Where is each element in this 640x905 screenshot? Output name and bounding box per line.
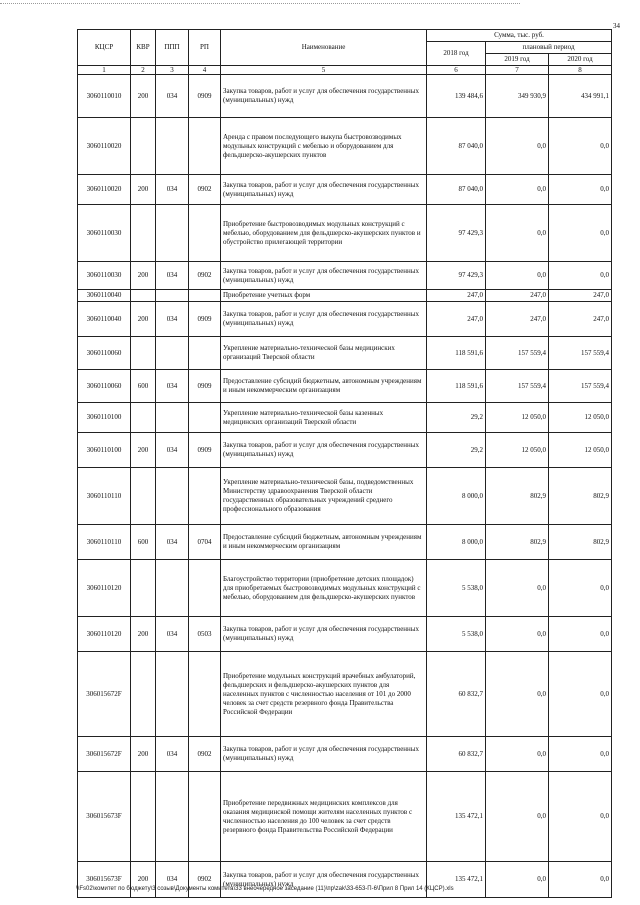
amount-2019-cell: 802,9 bbox=[486, 468, 549, 525]
column-index: 1 bbox=[78, 66, 131, 75]
rp-cell bbox=[189, 403, 221, 433]
budget-table bbox=[77, 29, 612, 898]
amount-2018-cell: 118 591,6 bbox=[427, 370, 486, 403]
kvr-cell bbox=[131, 403, 156, 433]
table-row bbox=[78, 370, 612, 403]
rp-cell bbox=[189, 560, 221, 617]
amount-2019-cell: 247,0 bbox=[486, 290, 549, 302]
ppp-cell: 034 bbox=[156, 737, 189, 772]
ppp-cell bbox=[156, 652, 189, 737]
table-row bbox=[78, 262, 612, 290]
header-planned-period: плановый период bbox=[486, 42, 612, 54]
kcsr-cell: 3060110060 bbox=[78, 370, 131, 403]
column-index-row bbox=[78, 66, 612, 75]
amount-2019-cell: 802,9 bbox=[486, 525, 549, 560]
kcsr-cell: 306015672F bbox=[78, 652, 131, 737]
amount-2018-cell: 5 538,0 bbox=[427, 560, 486, 617]
amount-2018-cell: 135 472,1 bbox=[427, 772, 486, 862]
rp-cell: 0909 bbox=[189, 433, 221, 468]
ppp-cell: 034 bbox=[156, 617, 189, 652]
amount-2018-cell: 29,2 bbox=[427, 403, 486, 433]
header-rp: РП bbox=[189, 30, 221, 66]
header-year-2020: 2020 год bbox=[549, 54, 612, 66]
table-row bbox=[78, 617, 612, 652]
amount-2019-cell: 0,0 bbox=[486, 262, 549, 290]
rp-cell bbox=[189, 205, 221, 262]
table-row bbox=[78, 403, 612, 433]
amount-2019-cell: 247,0 bbox=[486, 302, 549, 337]
kcsr-cell: 3060110100 bbox=[78, 403, 131, 433]
kvr-cell: 600 bbox=[131, 370, 156, 403]
table-row bbox=[78, 205, 612, 262]
amount-2020-cell: 0,0 bbox=[549, 617, 612, 652]
amount-2018-cell: 8 000,0 bbox=[427, 468, 486, 525]
amount-2019-cell: 12 050,0 bbox=[486, 433, 549, 468]
amount-2019-cell: 0,0 bbox=[486, 205, 549, 262]
name-cell: Закупка товаров, работ и услуг для обеспечения государственных (муниципальных) нужд bbox=[221, 433, 427, 468]
amount-2020-cell: 0,0 bbox=[549, 205, 612, 262]
amount-2020-cell: 0,0 bbox=[549, 262, 612, 290]
ppp-cell: 034 bbox=[156, 175, 189, 205]
amount-2018-cell: 247,0 bbox=[427, 290, 486, 302]
name-cell: Закупка товаров, работ и услуг для обеспечения государственных (муниципальных) нужд bbox=[221, 75, 427, 118]
kvr-cell: 200 bbox=[131, 737, 156, 772]
amount-2019-cell: 0,0 bbox=[486, 737, 549, 772]
kcsr-cell: 3060110100 bbox=[78, 433, 131, 468]
table-row bbox=[78, 560, 612, 617]
name-cell: Закупка товаров, работ и услуг для обеспечения государственных (муниципальных) нужд bbox=[221, 737, 427, 772]
amount-2020-cell: 157 559,4 bbox=[549, 337, 612, 370]
amount-2018-cell: 97 429,3 bbox=[427, 205, 486, 262]
name-cell: Укрепление материально-технической базы казенных медицинских организаций Тверской области bbox=[221, 403, 427, 433]
amount-2020-cell: 0,0 bbox=[549, 175, 612, 205]
amount-2020-cell: 802,9 bbox=[549, 525, 612, 560]
amount-2020-cell: 0,0 bbox=[549, 862, 612, 898]
table-row bbox=[78, 468, 612, 525]
ppp-cell: 034 bbox=[156, 370, 189, 403]
kvr-cell bbox=[131, 205, 156, 262]
name-cell: Закупка товаров, работ и услуг для обеспечения государственных (муниципальных) нужд bbox=[221, 302, 427, 337]
header-ppp: ППП bbox=[156, 30, 189, 66]
kvr-cell bbox=[131, 772, 156, 862]
column-index: 5 bbox=[221, 66, 427, 75]
ppp-cell bbox=[156, 772, 189, 862]
ppp-cell: 034 bbox=[156, 433, 189, 468]
ppp-cell: 034 bbox=[156, 525, 189, 560]
header-year-2019: 2019 год bbox=[486, 54, 549, 66]
ppp-cell bbox=[156, 468, 189, 525]
amount-2018-cell: 8 000,0 bbox=[427, 525, 486, 560]
amount-2018-cell: 60 832,7 bbox=[427, 737, 486, 772]
kvr-cell bbox=[131, 290, 156, 302]
kcsr-cell: 306015672F bbox=[78, 737, 131, 772]
amount-2020-cell: 157 559,4 bbox=[549, 370, 612, 403]
kvr-cell bbox=[131, 560, 156, 617]
amount-2019-cell: 0,0 bbox=[486, 175, 549, 205]
rp-cell: 0503 bbox=[189, 617, 221, 652]
kcsr-cell: 306015673F bbox=[78, 772, 131, 862]
table-row bbox=[78, 772, 612, 862]
kcsr-cell: 3060110030 bbox=[78, 205, 131, 262]
name-cell: Приобретение быстровозводимых модульных конструкций с мебелью, оборудованием для фельдшерско-акушерских пунктов и обустройство прилегающей территории bbox=[221, 205, 427, 262]
ppp-cell: 034 bbox=[156, 262, 189, 290]
rp-cell: 0909 bbox=[189, 75, 221, 118]
table-row bbox=[78, 75, 612, 118]
kvr-cell: 200 bbox=[131, 862, 156, 898]
rp-cell: 0902 bbox=[189, 737, 221, 772]
column-index: 3 bbox=[156, 66, 189, 75]
amount-2018-cell: 60 832,7 bbox=[427, 652, 486, 737]
amount-2020-cell: 802,9 bbox=[549, 468, 612, 525]
column-index: 7 bbox=[486, 66, 549, 75]
column-index: 4 bbox=[189, 66, 221, 75]
amount-2019-cell: 349 930,9 bbox=[486, 75, 549, 118]
header-sum: Сумма, тыс. руб. bbox=[427, 30, 612, 42]
rp-cell bbox=[189, 468, 221, 525]
table-row bbox=[78, 337, 612, 370]
kcsr-cell: 3060110110 bbox=[78, 525, 131, 560]
amount-2019-cell: 0,0 bbox=[486, 560, 549, 617]
amount-2018-cell: 97 429,3 bbox=[427, 262, 486, 290]
kcsr-cell: 3060110020 bbox=[78, 118, 131, 175]
kvr-cell: 200 bbox=[131, 433, 156, 468]
amount-2018-cell: 135 472,1 bbox=[427, 862, 486, 898]
name-cell: Приобретение учетных форм bbox=[221, 290, 427, 302]
rp-cell bbox=[189, 118, 221, 175]
rp-cell: 0704 bbox=[189, 525, 221, 560]
table-row bbox=[78, 862, 612, 898]
column-index: 8 bbox=[549, 66, 612, 75]
ppp-cell bbox=[156, 205, 189, 262]
column-index: 6 bbox=[427, 66, 486, 75]
kvr-cell: 200 bbox=[131, 75, 156, 118]
name-cell: Закупка товаров, работ и услуг для обеспечения государственных (муниципальных) нужд bbox=[221, 175, 427, 205]
header-year-2018: 2018 год bbox=[427, 42, 486, 66]
table-row bbox=[78, 118, 612, 175]
amount-2018-cell: 118 591,6 bbox=[427, 337, 486, 370]
amount-2019-cell: 0,0 bbox=[486, 118, 549, 175]
ppp-cell: 034 bbox=[156, 75, 189, 118]
rp-cell bbox=[189, 652, 221, 737]
table-row bbox=[78, 290, 612, 302]
file-path-footer: \\Fs02\комитет по бюджету\3 созыв\Документы комитета\33 внеочередное заседание (11)\пр\zak\33-653-П-6\Прил 8 Прил 14 (КЦСР).xls bbox=[76, 886, 454, 892]
ppp-cell: 034 bbox=[156, 302, 189, 337]
table-row bbox=[78, 175, 612, 205]
kcsr-cell: 3060110040 bbox=[78, 290, 131, 302]
table-row bbox=[78, 302, 612, 337]
table-row bbox=[78, 525, 612, 560]
rp-cell: 0909 bbox=[189, 370, 221, 403]
kvr-cell bbox=[131, 652, 156, 737]
rp-cell bbox=[189, 337, 221, 370]
kcsr-cell: 3060110040 bbox=[78, 302, 131, 337]
kvr-cell: 200 bbox=[131, 175, 156, 205]
amount-2018-cell: 5 538,0 bbox=[427, 617, 486, 652]
kcsr-cell: 3060110110 bbox=[78, 468, 131, 525]
header-kvr: КВР bbox=[131, 30, 156, 66]
amount-2018-cell: 29,2 bbox=[427, 433, 486, 468]
table-row bbox=[78, 433, 612, 468]
rp-cell bbox=[189, 290, 221, 302]
rp-cell: 0902 bbox=[189, 862, 221, 898]
kvr-cell bbox=[131, 118, 156, 175]
amount-2020-cell: 434 991,1 bbox=[549, 75, 612, 118]
amount-2020-cell: 12 050,0 bbox=[549, 433, 612, 468]
amount-2020-cell: 0,0 bbox=[549, 652, 612, 737]
ppp-cell bbox=[156, 560, 189, 617]
kcsr-cell: 3060110030 bbox=[78, 262, 131, 290]
amount-2019-cell: 12 050,0 bbox=[486, 403, 549, 433]
rp-cell: 0909 bbox=[189, 302, 221, 337]
name-cell: Закупка товаров, работ и услуг для обеспечения государственных (муниципальных) нужд bbox=[221, 617, 427, 652]
kvr-cell: 200 bbox=[131, 617, 156, 652]
table-row bbox=[78, 652, 612, 737]
scan-artifact-line bbox=[0, 3, 520, 4]
rp-cell: 0902 bbox=[189, 175, 221, 205]
amount-2018-cell: 247,0 bbox=[427, 302, 486, 337]
amount-2020-cell: 247,0 bbox=[549, 290, 612, 302]
name-cell: Приобретение передвижных медицинских комплексов для оказания медицинской помощи жителям населенных пунктов с численностью населения до 100 человек за счет средств резервного фонда Правительства Российской Федерации bbox=[221, 772, 427, 862]
amount-2020-cell: 247,0 bbox=[549, 302, 612, 337]
amount-2018-cell: 87 040,0 bbox=[427, 118, 486, 175]
ppp-cell bbox=[156, 337, 189, 370]
name-cell: Укрепление материально-технической базы, подведомственных Министерству здравоохранения Тверской области государственных образовательных учреждений среднего профессионального образования bbox=[221, 468, 427, 525]
name-cell: Закупка товаров, работ и услуг для обеспечения государственных (муниципальных) нужд bbox=[221, 862, 427, 898]
amount-2019-cell: 157 559,4 bbox=[486, 337, 549, 370]
amount-2020-cell: 12 050,0 bbox=[549, 403, 612, 433]
ppp-cell bbox=[156, 403, 189, 433]
kvr-cell: 600 bbox=[131, 525, 156, 560]
kcsr-cell: 3060110120 bbox=[78, 560, 131, 617]
amount-2020-cell: 0,0 bbox=[549, 118, 612, 175]
rp-cell bbox=[189, 772, 221, 862]
name-cell: Благоустройство территории (приобретение детских площадок) для приобретаемых быстровозводимых модульных конструкций с мебелью, оборудованием для фельдшерско-акушерских пунктов bbox=[221, 560, 427, 617]
header-name: Наименование bbox=[221, 30, 427, 66]
kvr-cell: 200 bbox=[131, 302, 156, 337]
kcsr-cell: 3060110020 bbox=[78, 175, 131, 205]
ppp-cell: 034 bbox=[156, 862, 189, 898]
name-cell: Предоставление субсидий бюджетным, автономным учреждениям и иным некоммерческим организациям bbox=[221, 525, 427, 560]
amount-2019-cell: 0,0 bbox=[486, 862, 549, 898]
amount-2020-cell: 0,0 bbox=[549, 737, 612, 772]
kcsr-cell: 306015673F bbox=[78, 862, 131, 898]
amount-2020-cell: 0,0 bbox=[549, 772, 612, 862]
ppp-cell bbox=[156, 290, 189, 302]
amount-2020-cell: 0,0 bbox=[549, 560, 612, 617]
name-cell: Аренда с правом последующего выкупа быстровозводимых модульных конструкций с мебелью и оборудованием для фельдшерско-акушерских пунктов bbox=[221, 118, 427, 175]
kcsr-cell: 3060110120 bbox=[78, 617, 131, 652]
table-row bbox=[78, 737, 612, 772]
page-number: 34 bbox=[613, 22, 620, 30]
amount-2019-cell: 157 559,4 bbox=[486, 370, 549, 403]
kcsr-cell: 3060110060 bbox=[78, 337, 131, 370]
name-cell: Укрепление материально-технической базы медицинских организаций Тверской области bbox=[221, 337, 427, 370]
amount-2019-cell: 0,0 bbox=[486, 652, 549, 737]
kvr-cell bbox=[131, 468, 156, 525]
kcsr-cell: 3060110010 bbox=[78, 75, 131, 118]
name-cell: Закупка товаров, работ и услуг для обеспечения государственных (муниципальных) нужд bbox=[221, 262, 427, 290]
amount-2019-cell: 0,0 bbox=[486, 617, 549, 652]
amount-2018-cell: 139 484,6 bbox=[427, 75, 486, 118]
rp-cell: 0902 bbox=[189, 262, 221, 290]
amount-2018-cell: 87 040,0 bbox=[427, 175, 486, 205]
column-index: 2 bbox=[131, 66, 156, 75]
amount-2019-cell: 0,0 bbox=[486, 772, 549, 862]
name-cell: Предоставление субсидий бюджетным, автономным учреждениям и иным некоммерческим организациям bbox=[221, 370, 427, 403]
ppp-cell bbox=[156, 118, 189, 175]
name-cell: Приобретение модульных конструкций врачебных амбулаторий, фельдшерских и фельдшерско-акушерских пунктов для населенных пунктов с численностью населения от 101 до 2000 человек за счет средств резервного фонда Правительства Российской Федерации bbox=[221, 652, 427, 737]
kvr-cell: 200 bbox=[131, 262, 156, 290]
header-kcsr: КЦСР bbox=[78, 30, 131, 66]
kvr-cell bbox=[131, 337, 156, 370]
